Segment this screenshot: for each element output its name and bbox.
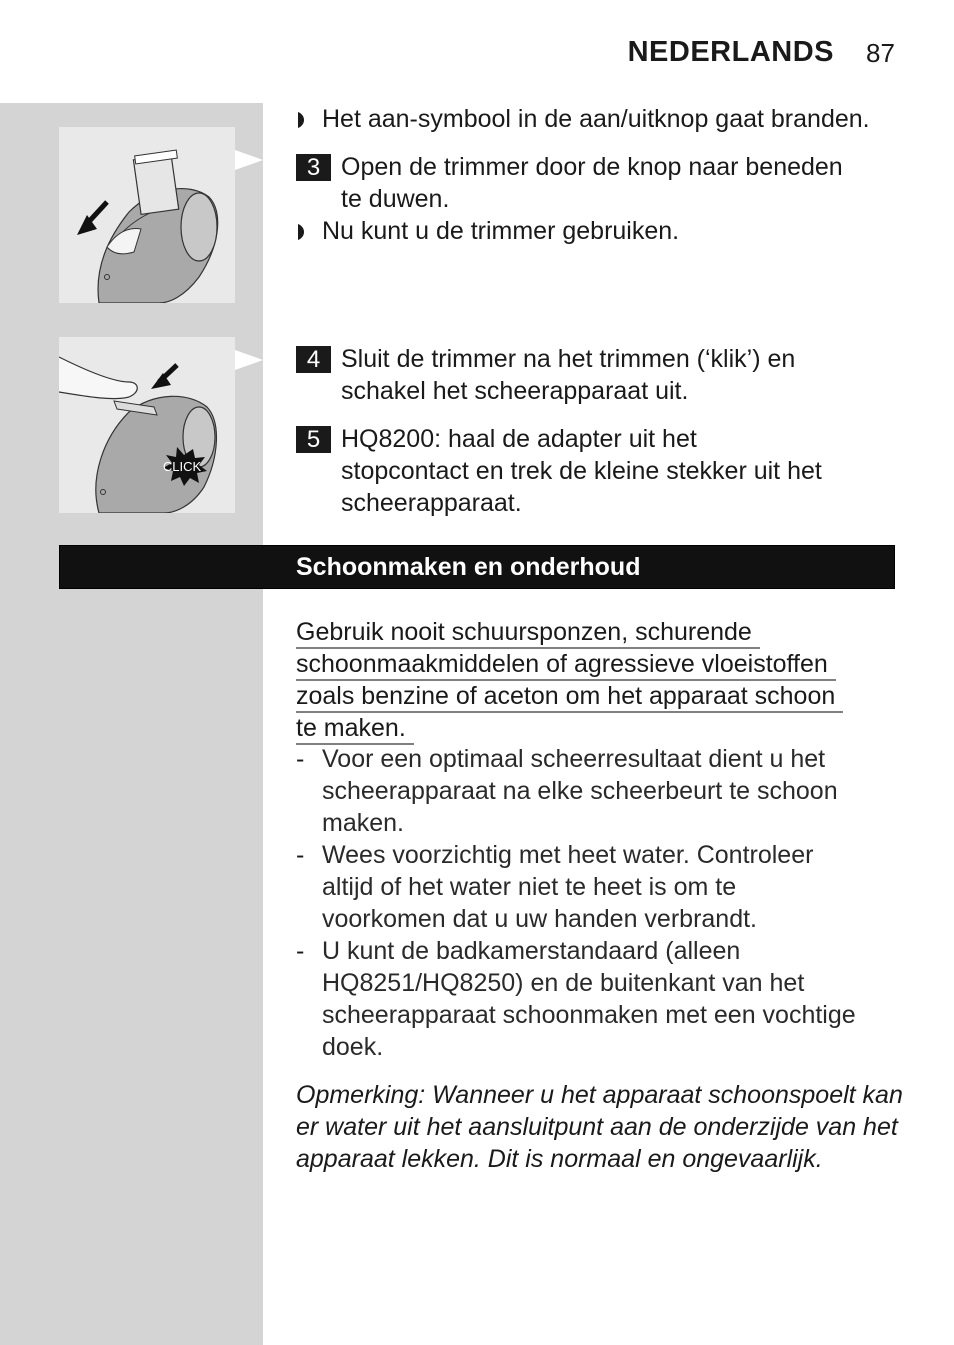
list-item-line: HQ8251/HQ8250) en de buitenkant van het	[322, 969, 805, 997]
list-item-line: Wees voorzichtig met heet water. Controleer	[322, 841, 814, 869]
step-number-box: 3	[296, 154, 331, 181]
warning-line: Gebruik nooit schuursponzen, schurende	[296, 617, 760, 649]
bullet-text: Nu kunt u de trimmer gebruiken.	[322, 217, 680, 245]
trimmer-open-illustration	[59, 127, 235, 303]
bullet-text: Het aan-symbool in de aan/uitknop gaat branden.	[322, 105, 870, 133]
step-text-line: schakel het scheerapparaat uit.	[341, 377, 689, 405]
step-text-line: stopcontact en trek de kleine stekker uit het	[341, 457, 822, 485]
step-text-line: te duwen.	[341, 185, 450, 213]
note-line: apparaat lekken. Dit is normaal en ongevaarlijk.	[296, 1145, 823, 1173]
section-title: Schoonmaken en onderhoud	[296, 553, 641, 581]
warning-line: zoals benzine of aceton om het apparaat schoon	[296, 681, 843, 713]
step-number-box: 5	[296, 426, 331, 453]
list-item-line: Voor een optimaal scheerresultaat dient u het	[322, 745, 826, 773]
list-item-line: U kunt de badkamerstandaard (alleen	[322, 937, 741, 965]
list-item-line: maken.	[322, 809, 404, 837]
step-number-box: 4	[296, 346, 331, 373]
bullet-icon	[296, 110, 310, 130]
illustration-pointer	[235, 350, 263, 370]
list-item-line: altijd of het water niet te heet is om te	[322, 873, 737, 901]
trimmer-close-illustration	[59, 337, 235, 513]
note-line: Opmerking: Wanneer u het apparaat schoonspoelt kan	[296, 1081, 903, 1109]
list-item-line: scheerapparaat na elke scheerbeurt te schoon	[322, 777, 838, 805]
note-line: er water uit het aansluitpunt aan de onderzijde van het	[296, 1113, 898, 1141]
warning-line: te maken.	[296, 713, 414, 745]
step-text-line: Open de trimmer door de knop naar beneden	[341, 153, 843, 181]
dash-marker: -	[296, 841, 305, 869]
page-number: 87	[866, 38, 895, 68]
dash-marker: -	[296, 937, 305, 965]
list-item-line: scheerapparaat schoonmaken met een vochtige	[322, 1001, 856, 1029]
click-label: CLICK	[162, 459, 202, 474]
step-text-line: HQ8200: haal de adapter uit het	[341, 425, 697, 453]
illustration-pointer	[235, 150, 263, 170]
list-item-line: doek.	[322, 1033, 384, 1061]
step-text-line: scheerapparaat.	[341, 489, 522, 517]
list-item-line: voorkomen dat u uw handen verbrandt.	[322, 905, 757, 933]
dash-marker: -	[296, 745, 305, 773]
step-text-line: Sluit de trimmer na het trimmen (‘klik’) en	[341, 345, 796, 373]
bullet-icon	[296, 222, 310, 242]
language-heading: NEDERLANDS	[627, 36, 834, 68]
warning-line: schoonmaakmiddelen of agressieve vloeistoffen	[296, 649, 836, 681]
